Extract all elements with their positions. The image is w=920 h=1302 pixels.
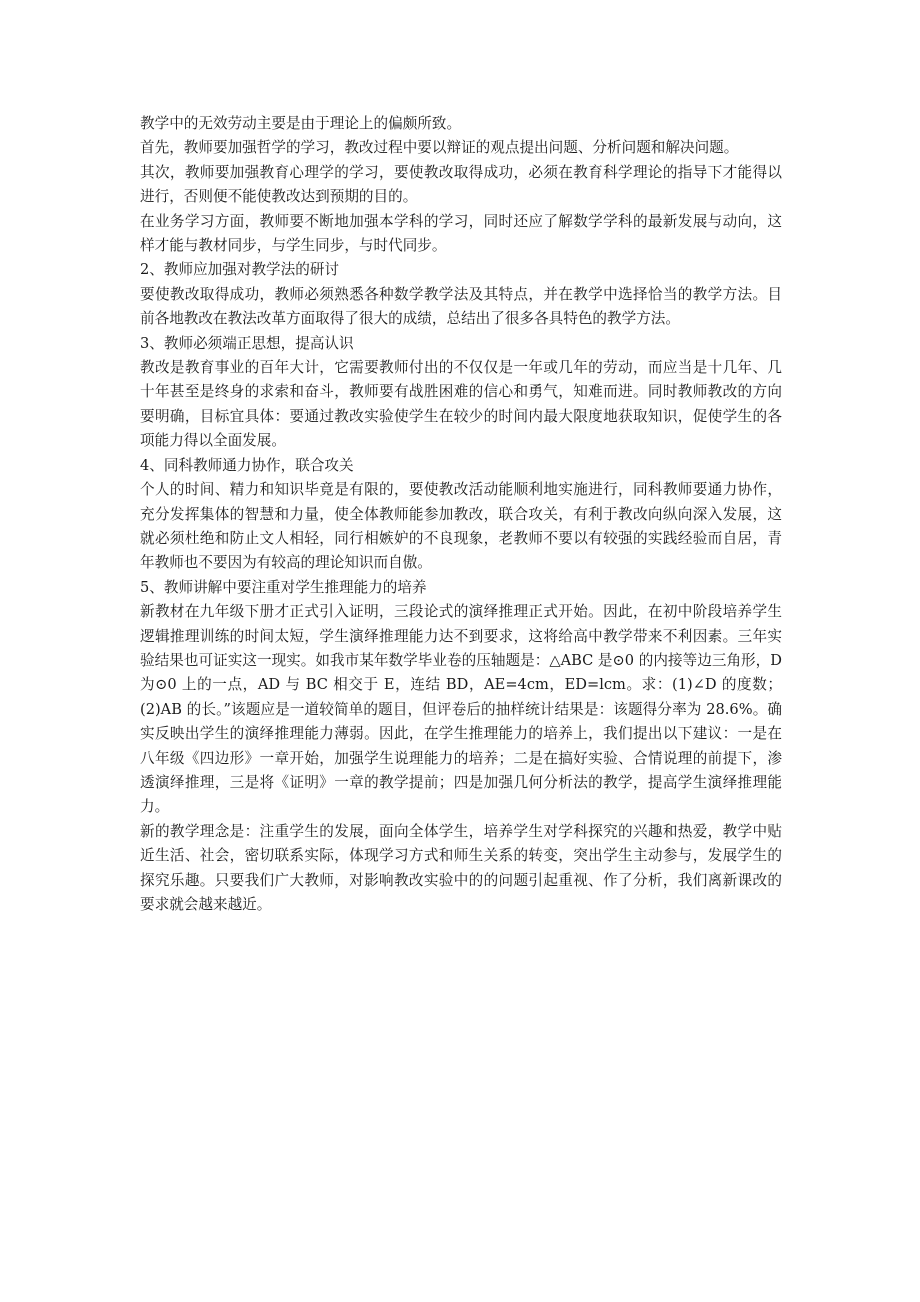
section-heading-5: 5、教师讲解中要注重对学生推理能力的培养 <box>140 578 427 596</box>
paragraph-mindset: 教改是教育事业的百年大计，它需要教师付出的不仅仅是一年或几年的劳动，而应当是十几年、几十年甚至是终身的求索和奋斗，教师要有战胜困难的信心和勇气，知难而进。同时教师教改的方向要明确，目标宜具体：要通过教改实验使学生在较少的时间内最大限度地获取知识，促使学生的各项能力得以全面发展。 <box>140 359 782 450</box>
paragraph-reasoning: 新教材在九年级下册才正式引入证明，三段论式的演绎推理正式开始。因此，在初中阶段培养学生逻辑推理训练的时间太短，学生演绎推理能力达不到要求，这将给高中教学带来不利因素。三年实验结果也可证实这一现实。如我市某年数学毕业卷的压轴题是：△ABC 是⊙0 的内接等边三角形，D 为⊙0 上的一点，AD 与 BC 相交于 E，连结 BD，AE=4cm，ED=lcm。求：(1)∠D 的度数；(2)AB 的长。”该题应是一道较简单的题目，但评卷后的抽样统计结果是：该题得分率为 28.6%。确实反映出学生的演绎推理能力薄弱。因此，在学生推理能力的培养上，我们提出以下建议：一是在八年级《四边形》一章开始，加强学生说理能力的培养；二是在搞好实验、合情说理的前提下，渗透演绎推理，三是将《证明》一章的教学提前；四是加强几何分析法的教学，提高学生演绎推理能力。 <box>140 603 782 816</box>
paragraph-collaboration: 个人的时间、精力和知识毕竟是有限的，要使教改活动能顺利地实施进行，同科教师要通力协作，充分发挥集体的智慧和力量，使全体教师能参加教改，联合攻关，有利于教改向纵向深入发展，这就必须杜绝和防止文人相轻，同行相嫉妒的不良现象，老教师不要以有较强的实践经验而自居，青年教师也不要因为有较高的理论知识而自傲。 <box>140 481 782 572</box>
paragraph-new-concept: 新的教学理念是：注重学生的发展，面向全体学生，培养学生对学科探究的兴趣和热爱，教学中贴近生活、社会，密切联系实际，体现学习方式和师生关系的转变，突出学生主动参与，发展学生的探究乐趣。只要我们广大教师，对影响教改实验中的的问题引起重视、作了分析，我们离新课改的要求就会越来越近。 <box>140 822 782 913</box>
section-heading-2: 2、教师应加强对教学法的研讨 <box>140 261 340 279</box>
paragraph-philosophy: 首先，教师要加强哲学的学习，教改过程中要以辩证的观点提出问题、分析问题和解决问题。 <box>140 139 739 157</box>
paragraph-intro-conclusion: 教学中的无效劳动主要是由于理论上的偏颇所致。 <box>140 115 462 132</box>
section-heading-4: 4、同科教师通力协作，联合攻关 <box>140 456 354 474</box>
document-body <box>140 112 782 917</box>
paragraph-psychology: 其次，教师要加强教育心理学的学习，要使教改取得成功，必须在教育科学理论的指导下才能得以进行，否则便不能使教改达到预期的目的。 <box>140 163 782 206</box>
paragraph-teaching-methods: 要使教改取得成功，教师必须熟悉各种数学教学法及其特点，并在教学中选择恰当的教学方法。目前各地教改在教法改革方面取得了很大的成绩，总结出了很多各具特色的教学方法。 <box>140 285 782 328</box>
paragraph-professional-study: 在业务学习方面，教师要不断地加强本学科的学习，同时还应了解数学学科的最新发展与动向，这样才能与教材同步，与学生同步，与时代同步。 <box>140 212 782 255</box>
section-heading-3: 3、教师必须端正思想，提高认识 <box>140 334 354 352</box>
